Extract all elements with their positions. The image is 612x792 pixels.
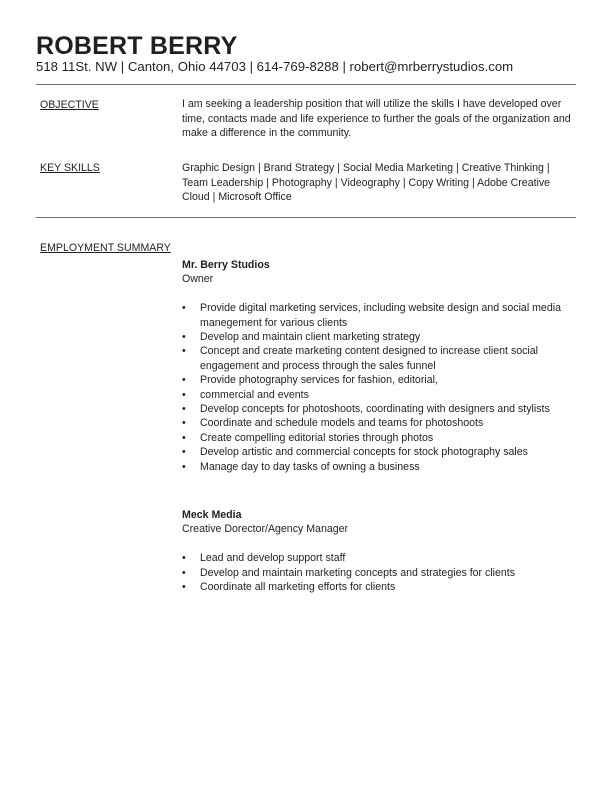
duty-text: Develop concepts for photoshoots, coordinating with designers and stylists bbox=[200, 403, 550, 416]
duty-text: Provide photography services for fashion, editorial, bbox=[200, 374, 438, 387]
contact-info: 518 11St. NW | Canton, Ohio 44703 | 614-769-8288 | robert@mrberrystudios.com bbox=[36, 59, 514, 74]
job-title: Owner bbox=[182, 273, 214, 286]
bullet-icon: • bbox=[182, 374, 186, 387]
section-divider bbox=[36, 217, 576, 218]
duty-list bbox=[182, 301, 578, 474]
job-entry bbox=[182, 258, 578, 474]
duty-list bbox=[182, 551, 578, 594]
bullet-icon: • bbox=[182, 403, 186, 416]
duty-text: Concept and create marketing content designed to increase client social engagement and process through the sales funnel bbox=[200, 345, 539, 372]
job-title: Creative Dorector/Agency Manager bbox=[182, 523, 349, 536]
duty-text: Coordinate all marketing efforts for clients bbox=[200, 581, 396, 594]
bullet-icon: • bbox=[182, 581, 186, 594]
duty-text: Create compelling editorial stories through photos bbox=[200, 431, 434, 444]
bullet-icon: • bbox=[182, 446, 186, 459]
duty-text: Provide digital marketing services, including website design and social media manegement for various clients bbox=[200, 302, 561, 329]
bullet-icon: • bbox=[182, 331, 186, 344]
key-skills-heading: KEY SKILLS bbox=[40, 162, 100, 174]
duty-item bbox=[182, 460, 562, 474]
duty-item bbox=[182, 566, 562, 580]
key-skills-text: Graphic Design | Brand Strategy | Social Media Marketing | Creative Thinking | Team Leadership | Photography | Videography | Copy Writing | Adobe Creative Cloud | Microsoft Office bbox=[182, 162, 551, 203]
duty-text: Coordinate and schedule models and teams for photoshoots bbox=[200, 417, 484, 430]
duty-item bbox=[182, 373, 562, 387]
candidate-name: ROBERT BERRY bbox=[36, 32, 238, 60]
duty-text: commercial and events bbox=[200, 388, 309, 401]
job-entry bbox=[182, 508, 578, 594]
objective-heading: OBJECTIVE bbox=[40, 99, 99, 111]
bullet-icon: • bbox=[182, 566, 186, 579]
company-name: Meck Media bbox=[182, 509, 242, 521]
duty-item bbox=[182, 416, 562, 430]
company-name: Mr. Berry Studios bbox=[182, 259, 270, 271]
duty-text: Develop and maintain marketing concepts and strategies for clients bbox=[200, 566, 516, 579]
bullet-icon: • bbox=[182, 460, 186, 473]
duty-item bbox=[182, 402, 562, 416]
employment-summary-heading: EMPLOYMENT SUMMARY bbox=[40, 242, 171, 254]
bullet-icon: • bbox=[182, 302, 186, 315]
duty-item bbox=[182, 330, 562, 344]
duty-item bbox=[182, 445, 562, 459]
bullet-icon: • bbox=[182, 552, 186, 565]
duty-item bbox=[182, 301, 562, 330]
bullet-icon: • bbox=[182, 388, 186, 401]
duty-item bbox=[182, 344, 562, 373]
duty-item bbox=[182, 551, 562, 565]
duty-item bbox=[182, 388, 562, 402]
duty-text: Develop artistic and commercial concepts for stock photography sales bbox=[200, 446, 528, 459]
duty-text: Develop and maintain client marketing strategy bbox=[200, 331, 421, 344]
duty-text: Lead and develop support staff bbox=[200, 552, 346, 565]
duty-item bbox=[182, 431, 562, 445]
bullet-icon: • bbox=[182, 345, 186, 358]
bullet-icon: • bbox=[182, 431, 186, 444]
bullet-icon: • bbox=[182, 417, 186, 430]
header-divider bbox=[36, 84, 576, 85]
duty-item bbox=[182, 580, 562, 594]
objective-text: I am seeking a leadership position that will utilize the skills I have developed over time, contacts made and life experience to further the goals of the organization and make a difference in the community. bbox=[182, 98, 571, 139]
duty-text: Manage day to day tasks of owning a business bbox=[200, 460, 420, 473]
